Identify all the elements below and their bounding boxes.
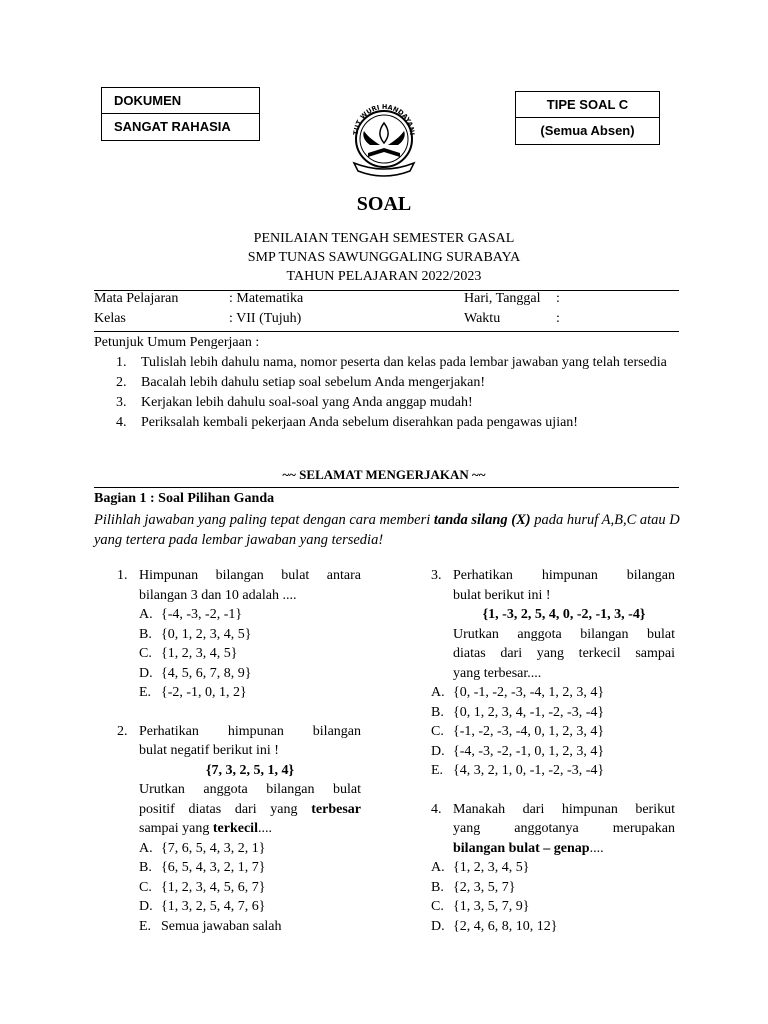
class-value: : VII (Tujuh) (229, 311, 302, 326)
option[interactable]: D. {-4, -3, -2, -1, 0, 1, 2, 3, 4} (431, 743, 605, 759)
option[interactable]: D. {4, 5, 6, 7, 8, 9} (139, 665, 252, 681)
section-heading: Bagian 1 : Soal Pilihan Ganda (94, 491, 275, 506)
option[interactable]: A. {-4, -3, -2, -1} (139, 607, 243, 622)
good-luck-banner: ~~ SELAMAT MENGERJAKAN ~~ (282, 467, 486, 482)
option[interactable]: C. {1, 2, 3, 4, 5} (139, 646, 238, 661)
option[interactable]: E. {-2, -1, 0, 1, 2} (139, 685, 247, 700)
option[interactable]: B. {0, 1, 2, 3, 4, 5} (139, 626, 252, 642)
option[interactable]: A. {1, 2, 3, 4, 5} (431, 860, 530, 875)
question-1: 1. Himpunan bilangan bulat antara bilangan 3 dan 10 adalah .... A. {-4, -3, -2, -1} B. {0, 1, 2, 3, 4, 5} C. {1, 2, 3, 4, 5} D. {4, 5, 6, 7, 8, 9} E. {-2, -1, 0, 1, 2} (117, 566, 361, 703)
option[interactable]: C. {1, 3, 5, 7, 9} (431, 899, 530, 914)
instruction-item: 4. Periksalah kembali pekerjaan Anda sebelum diserahkan pada pengawas ujian! (116, 415, 578, 430)
option[interactable]: B. {6, 5, 4, 3, 2, 1, 7} (139, 860, 266, 875)
tut-wuri-handayani-logo-icon (344, 101, 424, 183)
class-label: Kelas (94, 311, 126, 326)
semua-absen-label: (Semua Absen) (540, 123, 635, 138)
sangat-rahasia-label: SANGAT RAHASIA (114, 119, 231, 134)
subject-label: Mata Pelajaran (94, 291, 179, 306)
option[interactable]: A. {0, -1, -2, -3, -4, 1, 2, 3, 4} (431, 685, 605, 700)
question-4: 4. Manakah dari himpunan berikut yang anggotanya merupakan bilangan bulat – genap.... A. {1, 2, 3, 4, 5} B. {2, 3, 5, 7} C. {1, 3, 5, 7, 9} D. {2, 4, 6, 8, 10, 12} (431, 800, 675, 937)
dokumen-label: DOKUMEN (102, 88, 259, 114)
question-3: 3. Perhatikan himpunan bilangan bulat berikut ini ! {1, -3, 2, 5, 4, 0, -2, -1, 3, -4} Urutkan anggota bilangan bulat diatas dari yang terkecil sampai yang terbesar.... A. {0, -1, -2, -3, -4, 1, 2, 3, 4} B. {0, 1, 2, 3, 4, -1, -2, -3, -4} C. {-1, -2, -3, -4, 0, 1, 2, 3, 4} D. {-4, -3, -2, -1, 0, 1, 2, 3, 4} E. {4, 3, 2, 1, 0, -1, -2, -3, -4} (431, 566, 675, 781)
instruction-item: 1. Tulislah lebih dahulu nama, nomor peserta dan kelas pada lembar jawaban yang telah tersedia (116, 355, 667, 370)
document-classification-box (101, 87, 260, 141)
subject-value: : Matematika (229, 291, 304, 306)
option[interactable]: B. {2, 3, 5, 7} (431, 879, 516, 895)
divider (94, 331, 679, 332)
option[interactable]: A. {7, 6, 5, 4, 3, 2, 1} (139, 840, 266, 856)
question-2: 2. Perhatikan himpunan bilangan bulat negatif berikut ini ! {7, 3, 2, 5, 1, 4} Urutkan anggota bilangan bulat positif diatas dari yang terbesar sampai yang terkecil.... A. {7, 6, 5, 4, 3, 2, 1} B. {6, 5, 4, 3, 2, 1, 7} C. {1, 2, 3, 4, 5, 6, 7} D. {1, 3, 2, 5, 4, 7, 6} E. Semua jawaban salah (117, 722, 361, 937)
divider (94, 290, 679, 291)
question-type-box (515, 91, 660, 145)
instruction-item: 2. Bacalah lebih dahulu setiap soal sebelum Anda mengerjakan! (116, 375, 486, 390)
time-label: Waktu (464, 311, 501, 326)
option[interactable]: E. Semua jawaban salah (139, 918, 282, 934)
question-column-left (117, 566, 361, 936)
option[interactable]: D. {1, 3, 2, 5, 4, 7, 6} (139, 899, 266, 914)
section-instructions: Pilihlah jawaban yang paling tepat dengan cara memberi tanda silang (X) pada huruf A,B,C atau D yang tertera pada lembar jawaban yang tersedia! (94, 512, 680, 548)
instructions-title: Petunjuk Umum Pengerjaan : (94, 335, 260, 350)
general-instructions (94, 333, 679, 433)
option[interactable]: C. {-1, -2, -3, -4, 0, 1, 2, 3, 4} (431, 724, 605, 739)
time-value: : (556, 311, 560, 326)
page-title: SOAL (356, 193, 412, 215)
divider (94, 487, 679, 488)
number-set: {1, -3, 2, 5, 4, 0, -2, -1, 3, -4} (482, 607, 646, 622)
school-name: SMP TUNAS SAWUNGGALING SURABAYA (247, 250, 521, 265)
option[interactable]: C. {1, 2, 3, 4, 5, 6, 7} (139, 879, 266, 895)
instruction-item: 3. Kerjakan lebih dahulu soal-soal yang Anda anggap mudah! (116, 395, 473, 410)
logo-motto: TUT WURI HANDAYANI (351, 102, 417, 136)
option[interactable]: D. {2, 4, 6, 8, 10, 12} (431, 918, 558, 934)
academic-year: TAHUN PELAJARAN 2022/2023 (286, 269, 482, 284)
option[interactable]: E. {4, 3, 2, 1, 0, -1, -2, -3, -4} (431, 763, 605, 778)
tipe-soal-label: TIPE SOAL C (516, 92, 659, 118)
date-label: Hari, Tanggal (464, 291, 541, 306)
option[interactable]: B. {0, 1, 2, 3, 4, -1, -2, -3, -4} (431, 704, 605, 720)
number-set: {7, 3, 2, 5, 1, 4} (205, 762, 295, 778)
question-column-right (431, 566, 675, 936)
date-value: : (556, 291, 560, 306)
exam-name: PENILAIAN TENGAH SEMESTER GASAL (253, 231, 515, 246)
